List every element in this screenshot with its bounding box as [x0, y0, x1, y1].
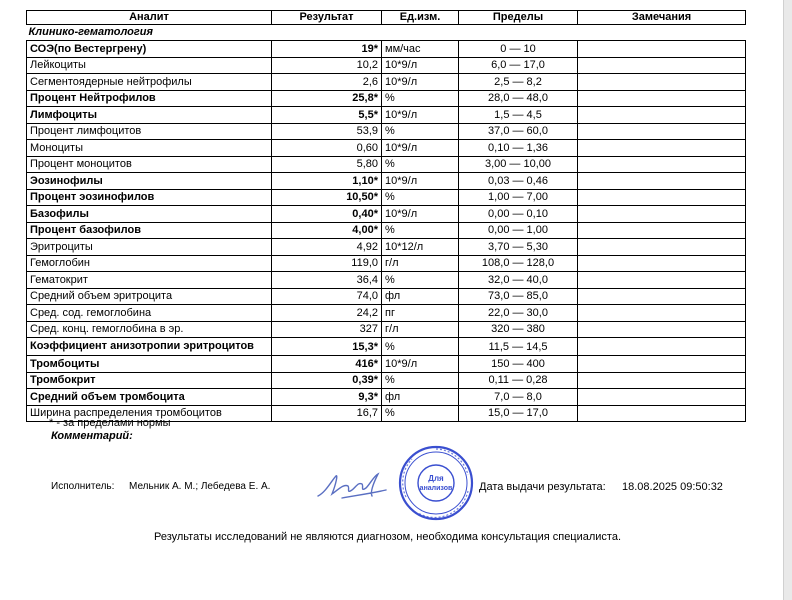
unit-value: 10*9/л [382, 206, 459, 223]
notes-cell [578, 389, 746, 406]
result-value: 0,40* [272, 206, 382, 223]
notes-cell [578, 156, 746, 173]
unit-value: мм/час [382, 41, 459, 58]
result-value: 9,3* [272, 389, 382, 406]
notes-cell [578, 305, 746, 322]
table-row [27, 272, 746, 289]
analyte-name: Процент лимфоцитов [27, 123, 272, 140]
reference-range: 73,0 — 85,0 [459, 288, 578, 305]
notes-cell [578, 140, 746, 157]
reference-range: 3,00 — 10,00 [459, 156, 578, 173]
unit-value: % [382, 405, 459, 422]
section-title: Клинико-гематология [28, 26, 153, 38]
analyte-name: Средний объем эритроцита [27, 288, 272, 305]
notes-cell [578, 321, 746, 338]
table-row [27, 189, 746, 206]
notes-cell [578, 173, 746, 190]
result-value: 2,6 [272, 74, 382, 91]
reference-range: 7,0 — 8,0 [459, 389, 578, 406]
notes-cell [578, 189, 746, 206]
header-unit: Ед.изм. [382, 11, 459, 25]
analyte-name: Процент эозинофилов [27, 189, 272, 206]
reference-range: 32,0 — 40,0 [459, 272, 578, 289]
notes-cell [578, 356, 746, 373]
section-row [27, 25, 746, 41]
table-row [27, 255, 746, 272]
result-value: 1,10* [272, 173, 382, 190]
analyte-name: Лимфоциты [27, 107, 272, 124]
table-row [27, 389, 746, 406]
page-edge [783, 0, 792, 600]
header-notes: Замечания [578, 11, 746, 25]
table-row [27, 206, 746, 223]
result-value: 0,60 [272, 140, 382, 157]
executor-label: Исполнитель: [51, 481, 115, 492]
analyte-name: Ширина распределения тромбоцитов [27, 405, 272, 422]
notes-cell [578, 288, 746, 305]
reference-range: 28,0 — 48,0 [459, 90, 578, 107]
reference-range: 0 — 10 [459, 41, 578, 58]
analyte-name: Сред. сод. гемоглобина [27, 305, 272, 322]
notes-cell [578, 272, 746, 289]
result-value: 4,00* [272, 222, 382, 239]
analyte-name: Процент базофилов [27, 222, 272, 239]
table-row [27, 222, 746, 239]
header-analyte: Аналит [27, 11, 272, 25]
unit-value: 10*9/л [382, 57, 459, 74]
comment-label: Комментарий: [51, 430, 133, 442]
header-result: Результат [272, 11, 382, 25]
table-row [27, 239, 746, 256]
result-value: 0,39* [272, 372, 382, 389]
table-row [27, 74, 746, 91]
table-row [27, 107, 746, 124]
notes-cell [578, 338, 746, 356]
analyte-name: Сред. конц. гемоглобина в эр. [27, 321, 272, 338]
reference-range: 0,03 — 0,46 [459, 173, 578, 190]
reference-range: 1,00 — 7,00 [459, 189, 578, 206]
table-row [27, 140, 746, 157]
notes-cell [578, 206, 746, 223]
unit-value: 10*9/л [382, 140, 459, 157]
table-row [27, 156, 746, 173]
result-value: 16,7 [272, 405, 382, 422]
header-range: Пределы [459, 11, 578, 25]
reference-range: 15,0 — 17,0 [459, 405, 578, 422]
reference-range: 108,0 — 128,0 [459, 255, 578, 272]
analyte-name: Сегментоядерные нейтрофилы [27, 74, 272, 91]
disclaimer-text: Результаты исследований не являются диагнозом, необходима консультация специалиста. [153, 531, 622, 543]
table-row [27, 338, 746, 356]
reference-range: 2,5 — 8,2 [459, 74, 578, 91]
analyte-name: Тромбоциты [27, 356, 272, 373]
unit-value: % [382, 338, 459, 356]
stamp-text-1: Для [428, 474, 444, 483]
result-value: 10,2 [272, 57, 382, 74]
analyte-name: Лейкоциты [27, 57, 272, 74]
result-value: 74,0 [272, 288, 382, 305]
notes-cell [578, 255, 746, 272]
analyte-name: Процент моноцитов [27, 156, 272, 173]
unit-value: % [382, 123, 459, 140]
unit-value: г/л [382, 321, 459, 338]
table-row [27, 57, 746, 74]
unit-value: 10*12/л [382, 239, 459, 256]
analyte-name: Гематокрит [27, 272, 272, 289]
notes-cell [578, 405, 746, 422]
reference-range: 0,10 — 1,36 [459, 140, 578, 157]
analyte-name: Моноциты [27, 140, 272, 157]
analyte-name: Базофилы [27, 206, 272, 223]
result-value: 10,50* [272, 189, 382, 206]
results-table [26, 10, 746, 422]
result-value: 327 [272, 321, 382, 338]
reference-range: 320 — 380 [459, 321, 578, 338]
result-value: 25,8* [272, 90, 382, 107]
reference-range: 150 — 400 [459, 356, 578, 373]
notes-cell [578, 239, 746, 256]
issue-date-label: Дата выдачи результата: [479, 481, 606, 493]
table-row [27, 90, 746, 107]
analyte-name: Тромбокрит [27, 372, 272, 389]
footnote: * - за пределами нормы [49, 417, 171, 429]
stamp-text-2: анализов [419, 485, 453, 492]
result-value: 5,80 [272, 156, 382, 173]
result-value: 5,5* [272, 107, 382, 124]
unit-value: % [382, 189, 459, 206]
reference-range: 0,00 — 0,10 [459, 206, 578, 223]
unit-value: % [382, 90, 459, 107]
stamp-seal [398, 445, 474, 521]
unit-value: фл [382, 288, 459, 305]
unit-value: г/л [382, 255, 459, 272]
table-row [27, 173, 746, 190]
table-header-row [27, 11, 746, 25]
unit-value: 10*9/л [382, 74, 459, 91]
notes-cell [578, 107, 746, 124]
analyte-name: Процент Нейтрофилов [27, 90, 272, 107]
table-row [27, 372, 746, 389]
reference-range: 0,00 — 1,00 [459, 222, 578, 239]
unit-value: % [382, 372, 459, 389]
analyte-name: Средний объем тромбоцита [27, 389, 272, 406]
notes-cell [578, 74, 746, 91]
result-value: 4,92 [272, 239, 382, 256]
notes-cell [578, 90, 746, 107]
table-row [27, 123, 746, 140]
reference-range: 3,70 — 5,30 [459, 239, 578, 256]
unit-value: фл [382, 389, 459, 406]
reference-range: 6,0 — 17,0 [459, 57, 578, 74]
notes-cell [578, 372, 746, 389]
reference-range: 0,11 — 0,28 [459, 372, 578, 389]
reference-range: 22,0 — 30,0 [459, 305, 578, 322]
reference-range: 1,5 — 4,5 [459, 107, 578, 124]
unit-value: пг [382, 305, 459, 322]
notes-cell [578, 57, 746, 74]
unit-value: 10*9/л [382, 356, 459, 373]
unit-value: 10*9/л [382, 173, 459, 190]
analyte-name: Гемоглобин [27, 255, 272, 272]
notes-cell [578, 123, 746, 140]
reference-range: 11,5 — 14,5 [459, 338, 578, 356]
notes-cell [578, 41, 746, 58]
unit-value: % [382, 156, 459, 173]
analyte-name: Эритроциты [27, 239, 272, 256]
unit-value: 10*9/л [382, 107, 459, 124]
result-value: 119,0 [272, 255, 382, 272]
result-value: 19* [272, 41, 382, 58]
issue-datetime: 18.08.2025 09:50:32 [622, 481, 723, 493]
result-value: 53,9 [272, 123, 382, 140]
reference-range: 37,0 — 60,0 [459, 123, 578, 140]
notes-cell [578, 222, 746, 239]
table-row [27, 321, 746, 338]
result-value: 416* [272, 356, 382, 373]
table-row [27, 356, 746, 373]
result-value: 36,4 [272, 272, 382, 289]
executor-names: Мельник А. М.; Лебедева Е. А. [129, 481, 271, 492]
table-row [27, 41, 746, 58]
analyte-name: Эозинофилы [27, 173, 272, 190]
table-row [27, 288, 746, 305]
analyte-name: СОЭ(по Вестергрену) [27, 41, 272, 58]
unit-value: % [382, 272, 459, 289]
analyte-name: Коэффициент анизотропии эритроцитов [27, 338, 272, 356]
table-row [27, 305, 746, 322]
unit-value: % [382, 222, 459, 239]
result-value: 15,3* [272, 338, 382, 356]
signature-image [312, 470, 392, 504]
result-value: 24,2 [272, 305, 382, 322]
